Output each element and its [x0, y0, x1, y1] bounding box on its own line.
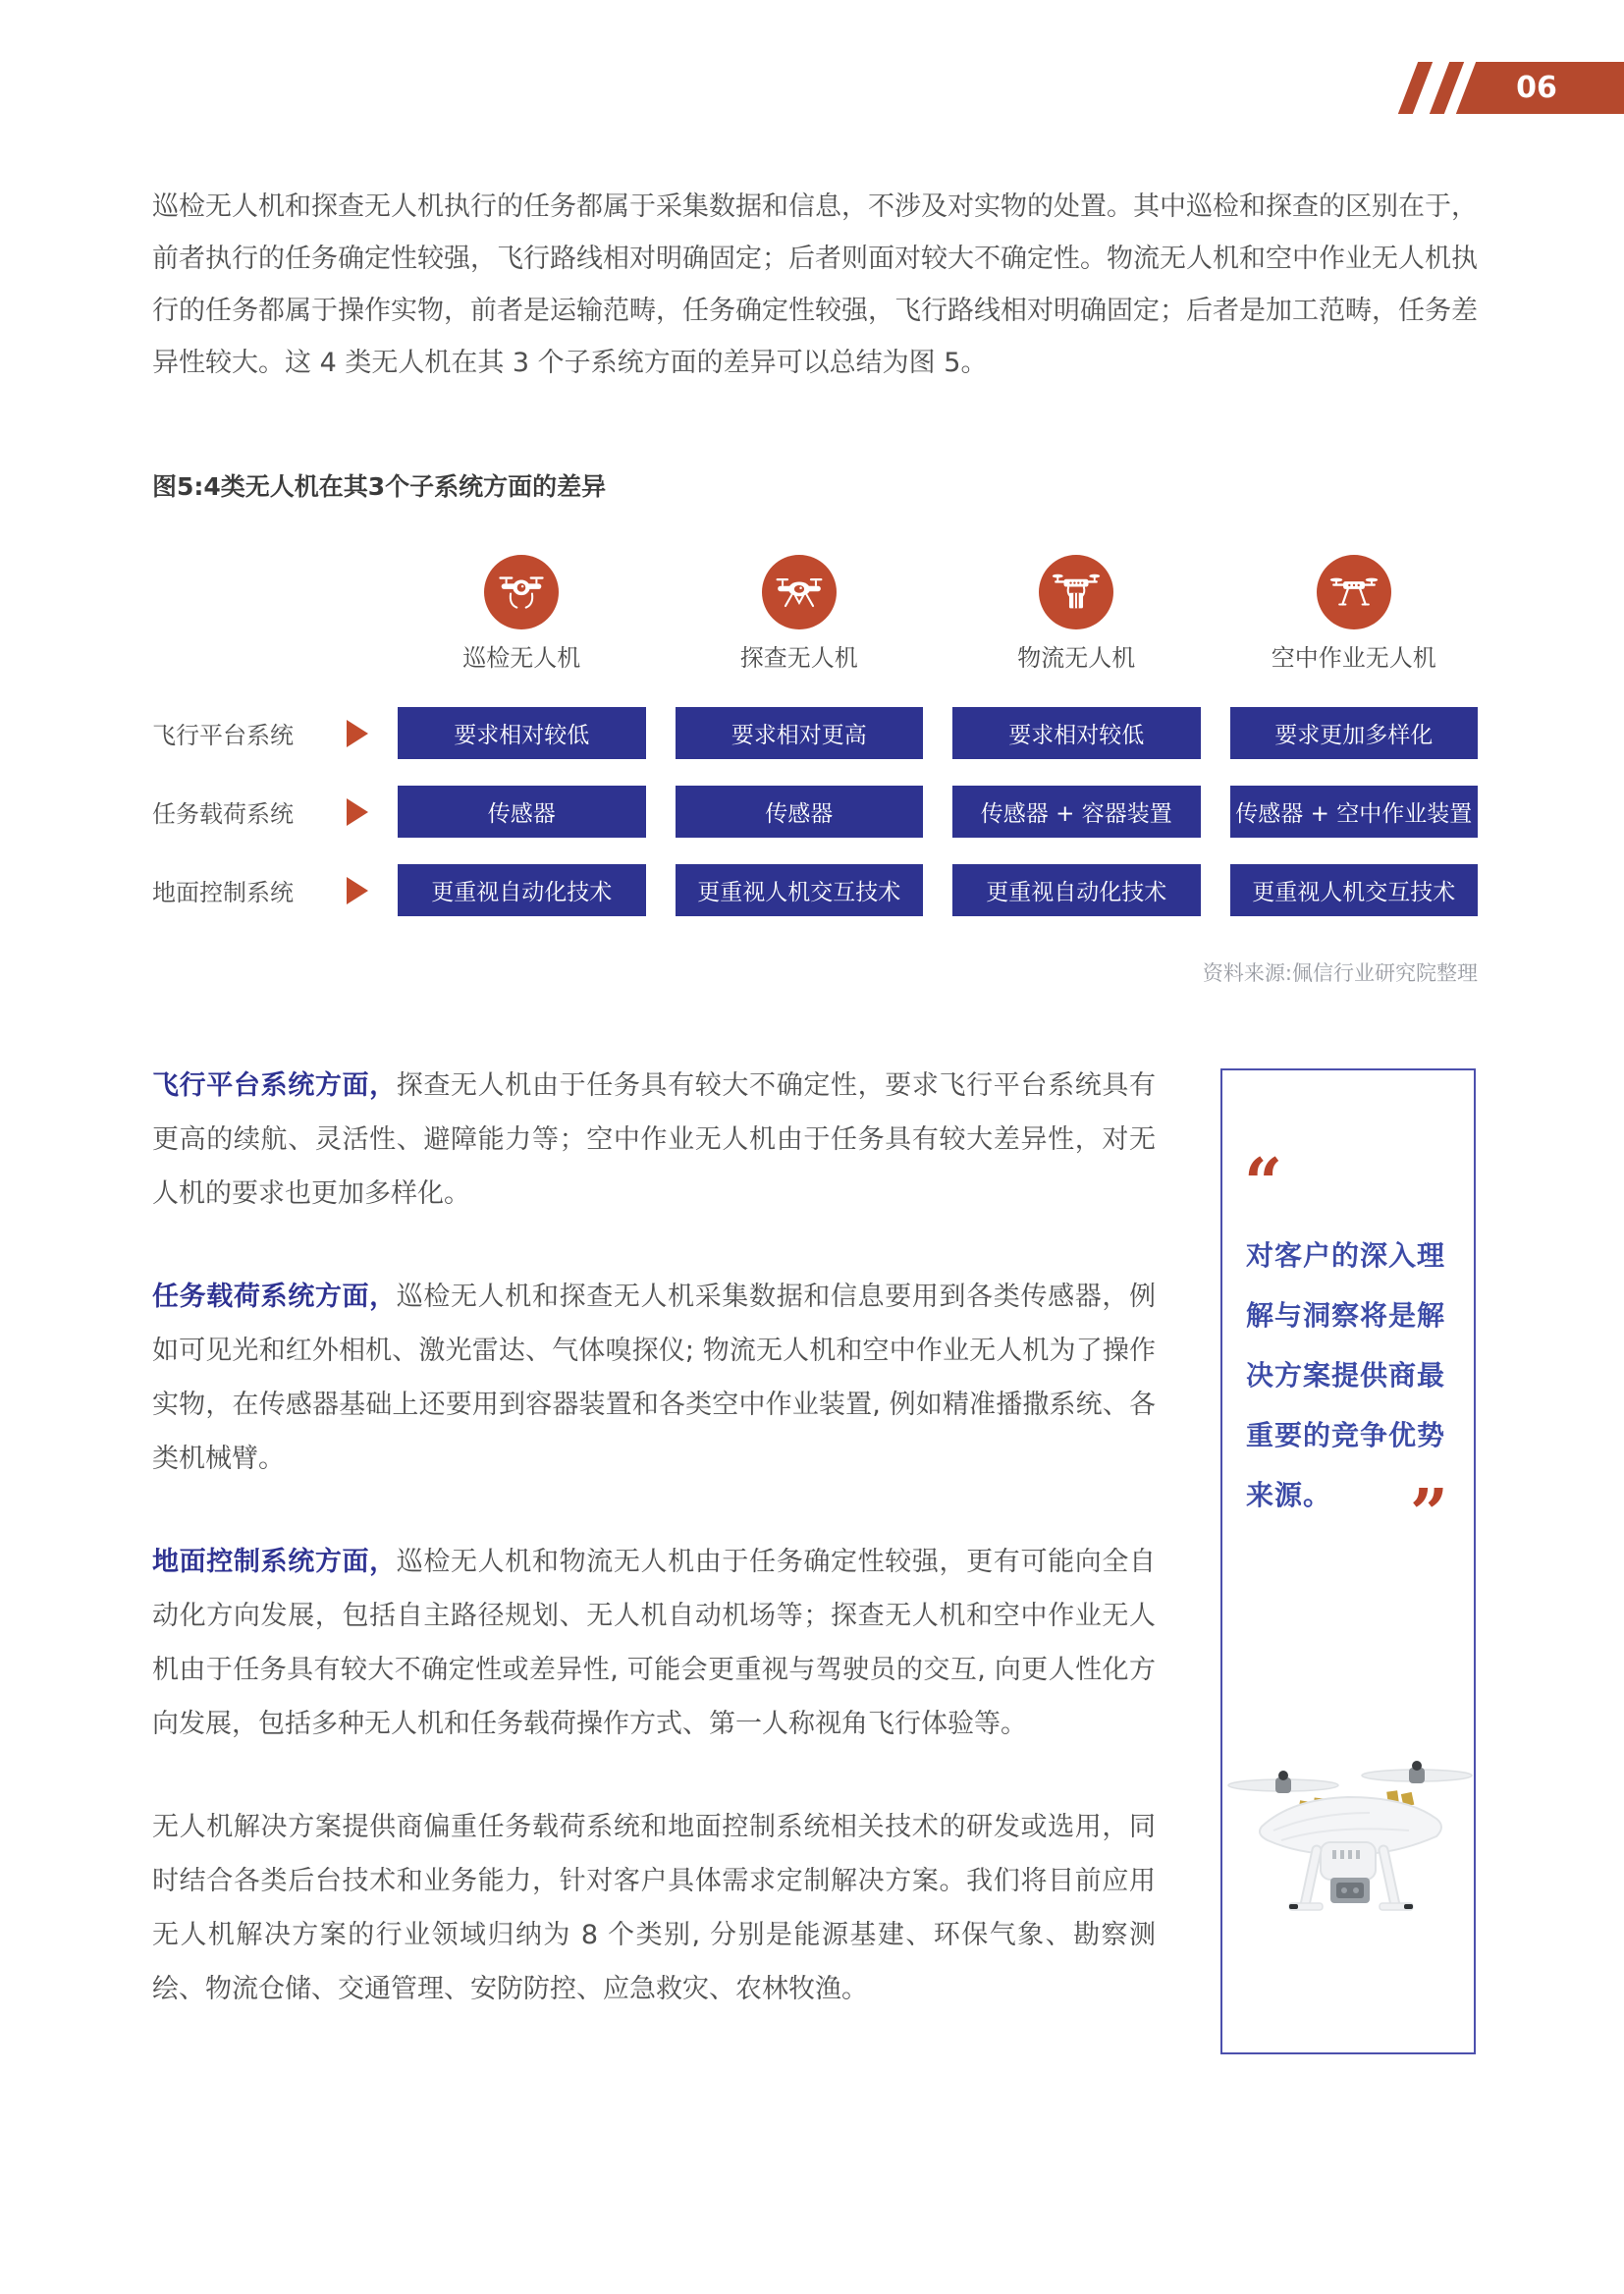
paragraph-body: 探查无人机由于任务具有较大不确定性，要求飞行平台系统具有更高的续航、灵活性、避障能力等；空中作业无人机由于任务具有较大差异性，对无人机的要求也更加多样化。 — [152, 1070, 1156, 1209]
figure-cell: 更重视人机交互技术 — [1230, 864, 1479, 916]
figure-cell: 传感器 — [398, 786, 646, 838]
figure-title: 图5:4类无人机在其3个子系统方面的差异 — [152, 472, 607, 501]
figure-column-survey — [676, 555, 924, 673]
figure-cell: 要求更加多样化 — [1230, 707, 1479, 759]
figure-cell: 更重视自动化技术 — [952, 864, 1201, 916]
aerial-operation-drone-glyph — [1329, 571, 1379, 614]
logistics-drone-glyph — [1052, 570, 1101, 615]
column-label: 空中作业无人机 — [1271, 644, 1436, 672]
figure-source: 资料来源:佩信行业研究院整理 — [1202, 961, 1478, 985]
quote-text: 对客户的深入理解与洞察将是解决方案提供商最重要的竞争优势来源。 — [1246, 1239, 1446, 1511]
figure-column-headers — [398, 555, 1478, 673]
figure-cell: 更重视人机交互技术 — [676, 864, 924, 916]
intro-paragraph: 巡检无人机和探查无人机执行的任务都属于采集数据和信息，不涉及对实物的处置。其中巡检和探查的区别在于，前者执行的任务确定性较强，飞行路线相对明确固定；后者则面对较大不确定性。物流无人机和空中作业无人机执行的任务都属于操作实物，前者是运输范畴，任务确定性较强，飞行路线相对明确固定；后者是加工范畴，任务差异性较大。这 4 类无人机在其 3 个子系统方面的差异可以总结为图 5。 — [152, 191, 1478, 378]
right-arrow-icon — [347, 720, 368, 747]
page-number: 06 — [1516, 71, 1557, 105]
badge-slash-icon — [1398, 62, 1433, 114]
right-arrow-icon — [347, 798, 368, 826]
figure-column-aerial-ops — [1230, 555, 1479, 673]
survey-drone-glyph — [775, 571, 824, 614]
paragraph-lead: 飞行平台系统方面， — [152, 1070, 397, 1101]
row-header — [152, 794, 368, 829]
close-quote-icon: ” — [1409, 1475, 1448, 1554]
row-header — [152, 873, 368, 907]
right-arrow-icon — [347, 877, 368, 904]
row-label: 任务载荷系统 — [152, 800, 294, 828]
paragraph-lead: 任务载荷系统方面， — [152, 1282, 397, 1312]
open-quote-icon: “ — [1244, 1144, 1283, 1223]
paragraph-ground-control — [152, 1535, 1156, 1751]
paragraph-solution-providers — [152, 1800, 1156, 2016]
paragraph-body: 巡检无人机和探查无人机采集数据和信息要用到各类传感器，例如可见光和红外相机、激光雷达、气体嗅探仪; 物流无人机和空中作业无人机为了操作实物，在传感器基础上还要用到容器装置和各类空中作业装置, 例如精准播撒系统、各类机械臂。 — [152, 1282, 1156, 1474]
patrol-drone-icon — [484, 555, 559, 629]
figure-row-ground-control — [152, 864, 1478, 916]
drone-photo — [1222, 1748, 1474, 1925]
figure-cell: 传感器 + 容器装置 — [952, 786, 1201, 838]
column-label: 物流无人机 — [1017, 644, 1136, 672]
figure-cell: 要求相对较低 — [398, 707, 646, 759]
figure-cell: 要求相对更高 — [676, 707, 924, 759]
paragraph-payload — [152, 1270, 1156, 1486]
figure-grid — [152, 707, 1478, 916]
survey-drone-icon — [762, 555, 837, 629]
column-label: 巡检无人机 — [462, 644, 581, 672]
figure-cell: 更重视自动化技术 — [398, 864, 646, 916]
row-label: 飞行平台系统 — [152, 722, 294, 749]
figure-cell: 传感器 — [676, 786, 924, 838]
paragraph-body: 无人机解决方案提供商偏重任务载荷系统和地面控制系统相关技术的研发或选用，同时结合各类后台技术和业务能力，针对客户具体需求定制解决方案。我们将目前应用无人机解决方案的行业领域归纳为 8 个类别, 分别是能源基建、环保气象、勘察测绘、物流仓储、交通管理、安防防控、应急救灾、农林牧渔。 — [152, 1812, 1156, 2004]
figure-cell: 要求相对较低 — [952, 707, 1201, 759]
figure-row-flight-platform — [152, 707, 1478, 759]
body-text-column — [152, 1059, 1156, 2065]
figure-5 — [152, 555, 1478, 943]
figure-column-logistics — [952, 555, 1201, 673]
figure-cell: 传感器 + 空中作业装置 — [1230, 786, 1479, 838]
paragraph-lead: 地面控制系统方面， — [152, 1547, 397, 1577]
logistics-drone-icon — [1039, 555, 1113, 629]
pull-quote-box — [1220, 1068, 1476, 2054]
paragraph-flight-platform — [152, 1059, 1156, 1221]
figure-row-payload — [152, 786, 1478, 838]
paragraph-body: 巡检无人机和物流无人机由于任务确定性较强，更有可能向全自动化方向发展，包括自主路径规划、无人机自动机场等；探查无人机和空中作业无人机由于任务具有较大不确定性或差异性, 可能会更重视与驾驶员的交互, 向更人性化方向发展，包括多种无人机和任务载荷操作方式、第一人称视角飞行体验等。 — [152, 1547, 1156, 1739]
row-label: 地面控制系统 — [152, 879, 294, 906]
patrol-drone-glyph — [497, 571, 546, 614]
aerial-operation-drone-icon — [1317, 555, 1391, 629]
column-label: 探查无人机 — [739, 644, 858, 672]
row-header — [152, 716, 368, 750]
page-number-badge — [0, 62, 1624, 114]
figure-column-patrol — [398, 555, 646, 673]
